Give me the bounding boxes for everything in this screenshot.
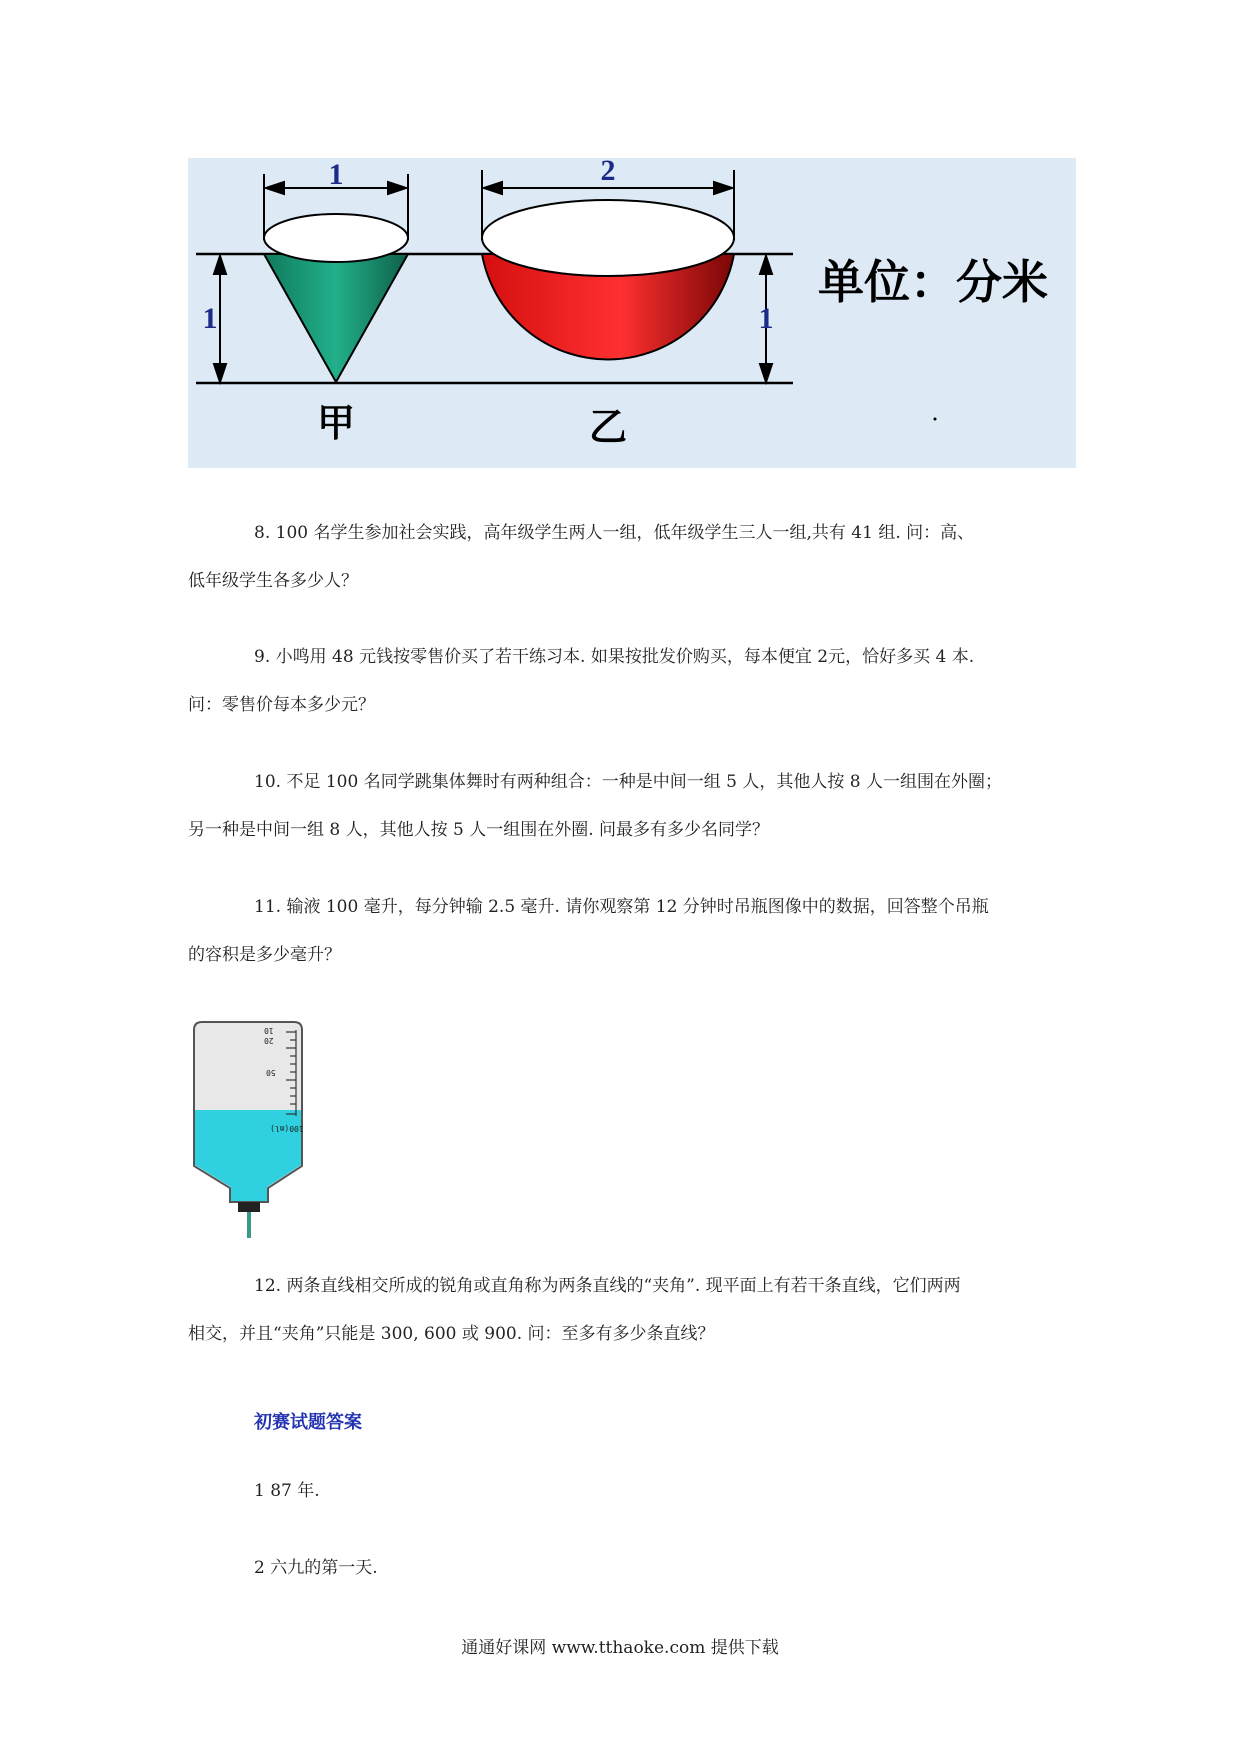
question-11-line1: 11. 输液 100 毫升，每分钟输 2.5 毫升. 请你观察第 12 分钟时吊瓶图像中的数据，回答整个吊瓶 [254,897,989,917]
tick-20: 20 [264,1036,274,1045]
answer-2: 2 六九的第一天. [254,1558,378,1578]
question-8 [188,509,1058,605]
question-12 [188,1262,1058,1358]
cone-hemisphere-figure [188,158,1076,468]
question-12-line2: 相交，并且“夹角”只能是 300, 600 或 900. 问：至多有多少条直线？ [188,1324,715,1344]
label-jia: 甲 [316,401,356,445]
tick-10: 10 [264,1026,274,1035]
tick-100: 100(ml) [270,1124,304,1133]
question-9-line1: 9. 小鸣用 48 元钱按零售价买了若干练习本. 如果按批发价购买，每本便宜 2元，恰好多买 4 本. [254,647,975,667]
question-12-line1: 12. 两条直线相交所成的锐角或直角称为两条直线的“夹角”. 现平面上有若干条直线，它们两两 [254,1276,961,1296]
bottle-cap [238,1202,260,1212]
question-11 [188,883,1058,979]
question-10-line2: 另一种是中间一组 8 人，其他人按 5 人一组围在外圈. 问最多有多少名同学？ [188,820,770,840]
iv-bottle-figure [188,1018,308,1238]
dim-label-top-left: 1 [328,158,344,191]
tick-50: 50 [266,1068,276,1077]
answer-1: 1 87 年. [254,1481,320,1501]
question-10-line1: 10. 不足 100 名同学跳集体舞时有两种组合：一种是中间一组 5 人，其他人按 8 人一组围在外圈； [254,772,1002,792]
bottle-liquid [195,1110,301,1201]
dim-label-top-right: 2 [600,158,616,187]
question-11-line2: 的容积是多少毫升？ [188,945,341,965]
dim-label-side-right: 1 [758,302,774,335]
label-yi: 乙 [588,405,628,449]
question-9-line2: 问：零售价每本多少元？ [188,695,375,715]
unit-label: 单位：分米 [818,255,1048,309]
dim-label-side-left: 1 [202,302,218,335]
question-9 [188,633,1058,729]
answers-heading: 初赛试题答案 [254,1412,362,1433]
question-10 [188,758,1058,854]
question-8-line2: 低年级学生各多少人？ [188,571,358,591]
question-8-line1: 8. 100 名学生参加社会实践，高年级学生两人一组，低年级学生三人一组,共有 41 组. 问：高、 [254,523,975,543]
page-footer: 通通好课网 www.tthaoke.com 提供下载 [461,1638,779,1658]
